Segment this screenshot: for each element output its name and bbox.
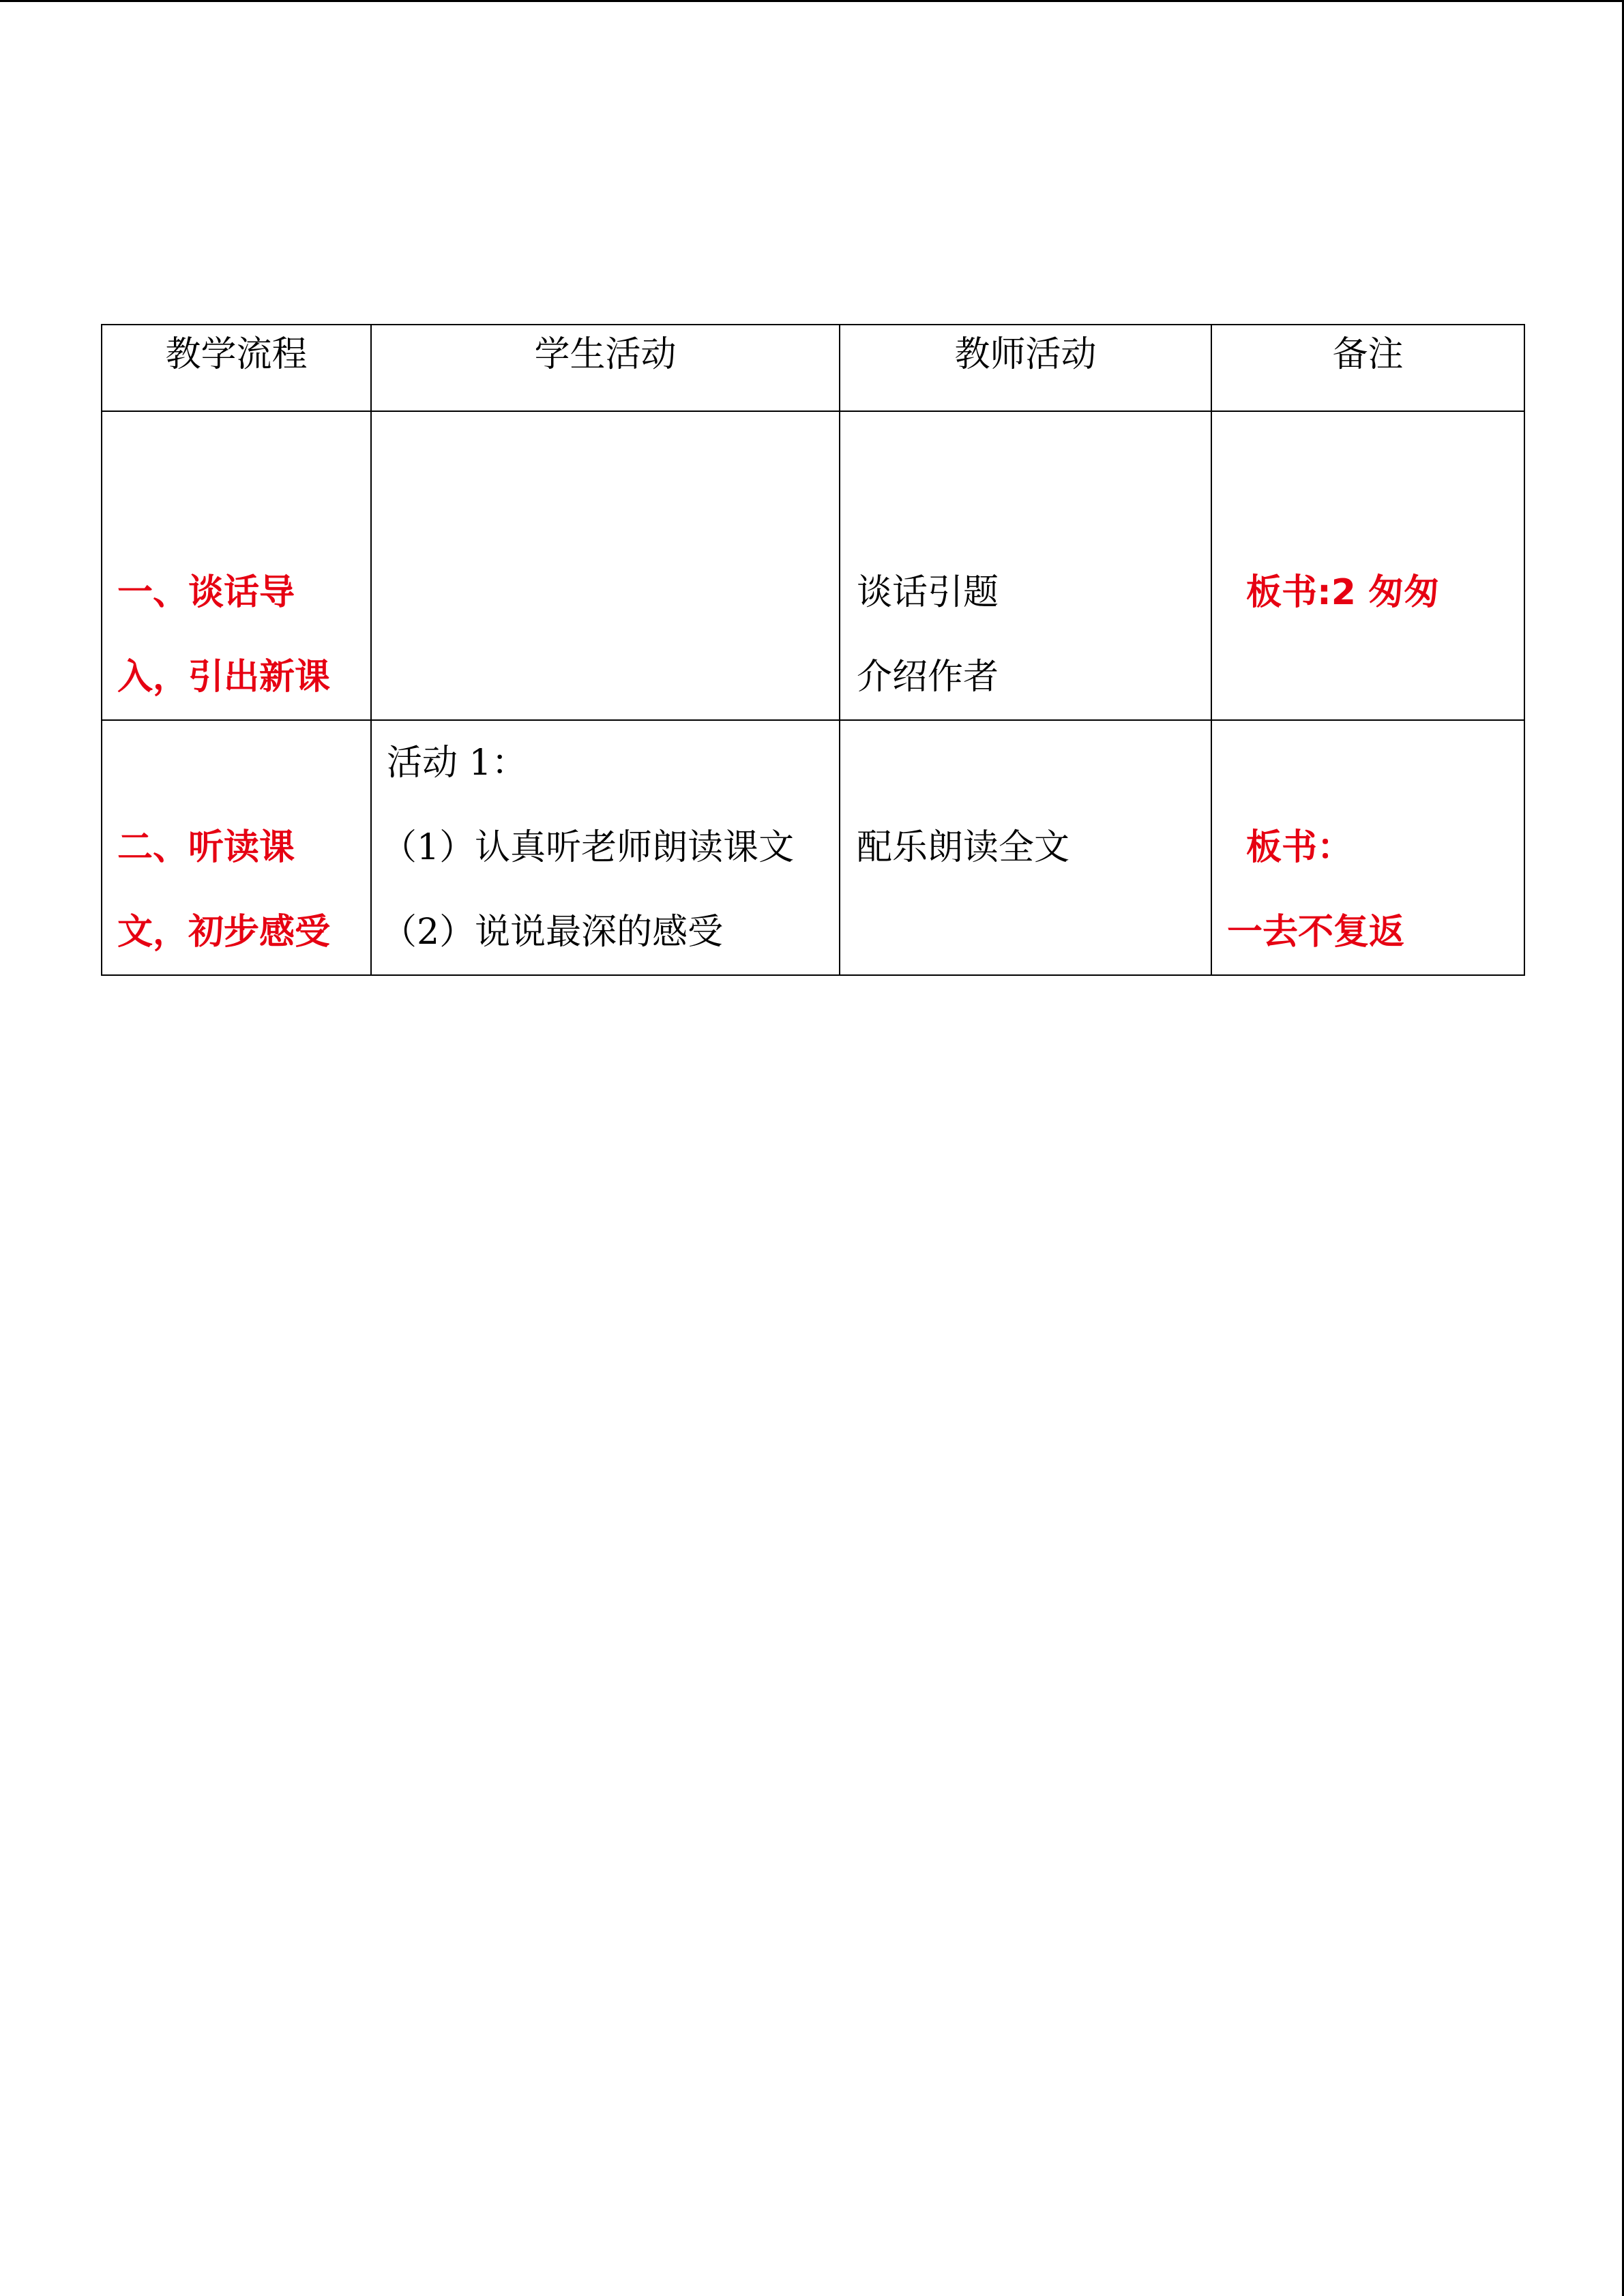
stage-cell <box>102 411 371 720</box>
table-row <box>102 411 1524 720</box>
header-notes: 备注 <box>1211 325 1524 411</box>
blackboard-note: 板书： <box>1246 827 1353 868</box>
teacher-activity-line: 介绍作者 <box>857 657 999 698</box>
header-teaching-process: 教学流程 <box>102 325 371 411</box>
student-activity-line: （2）说说最深的感受 <box>381 912 724 953</box>
header-student-activity: 学生活动 <box>371 325 840 411</box>
teacher-activity-cell <box>840 720 1211 975</box>
table-header-row <box>102 325 1524 411</box>
page-border-top <box>0 0 1624 2</box>
teacher-activity-cell <box>840 411 1211 720</box>
notes-cell <box>1211 411 1524 720</box>
header-teacher-activity: 教师活动 <box>840 325 1211 411</box>
stage-cell <box>102 720 371 975</box>
blackboard-note: 板书:2 匆匆 <box>1246 572 1440 613</box>
teacher-activity-line: 配乐朗读全文 <box>857 827 1070 868</box>
notes-cell <box>1211 720 1524 975</box>
student-activity-cell <box>371 720 840 975</box>
stage-line: 入，引出新课 <box>117 657 331 698</box>
lesson-plan-table <box>101 324 1525 976</box>
student-activity-line: （1）认真听老师朗读课文 <box>381 827 795 868</box>
stage-line: 二、听读课 <box>117 827 295 868</box>
student-activity-cell <box>371 411 840 720</box>
stage-line: 一、谈话导 <box>117 572 295 613</box>
teacher-activity-line: 谈话引题 <box>857 572 999 613</box>
table-row <box>102 720 1524 975</box>
stage-line: 文，初步感受 <box>117 912 331 953</box>
student-activity-line: 活动 1： <box>387 743 527 784</box>
blackboard-note: 一去不复返 <box>1227 912 1405 953</box>
